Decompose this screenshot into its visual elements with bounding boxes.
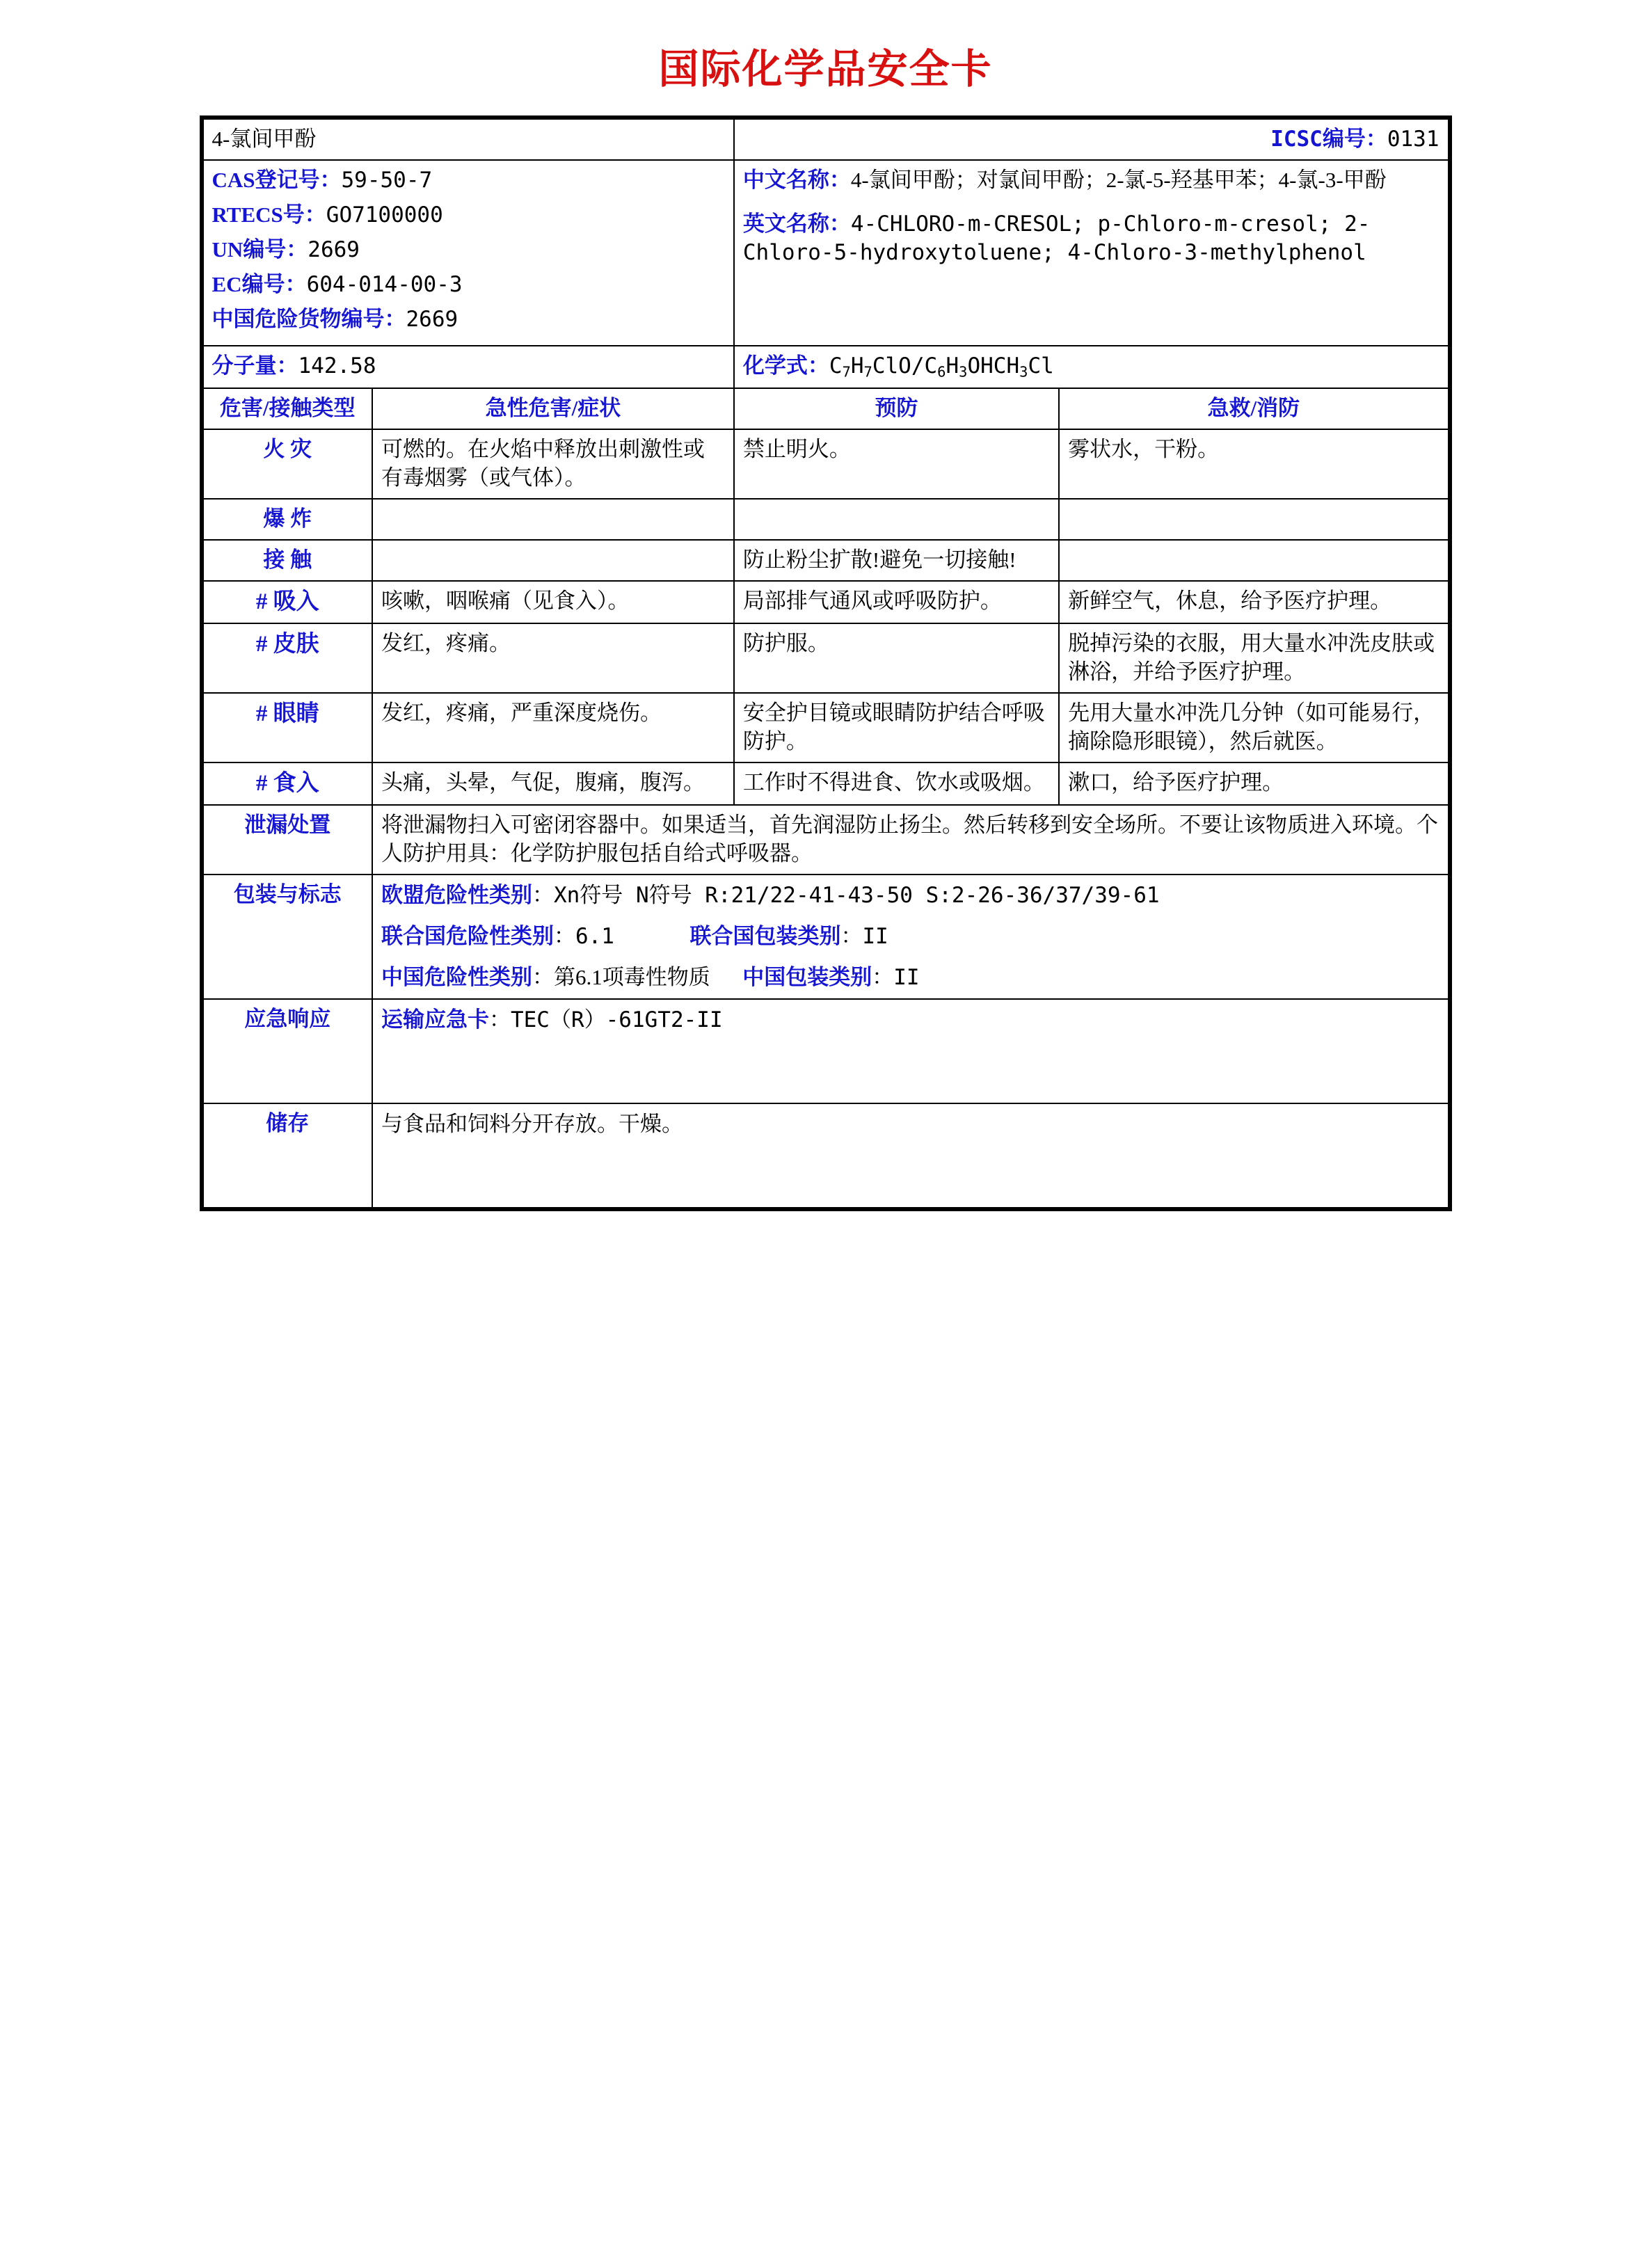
explosion-prevention [734, 499, 1059, 540]
packaging-sep: ： [840, 923, 863, 948]
table-row-emergency [203, 999, 1449, 1104]
col-header-symptoms: 急性危害/症状 [372, 388, 734, 429]
packaging-content [372, 875, 1449, 998]
identifier-label: UN编号： [212, 237, 308, 262]
spillage-text: 将泄漏物扫入可密闭容器中。如果适当，首先润湿防止扬尘。然后转移到安全场所。不要让该物质进入环境。个人防护用具：化学防护服包括自给式呼吸器。 [372, 805, 1449, 875]
names-block [734, 160, 1449, 346]
row-label-packaging: 包装与标志 [203, 875, 372, 998]
row-label-fire: 火 灾 [203, 429, 372, 499]
col-header-firstaid: 急救/消防 [1059, 388, 1448, 429]
fire-prevention: 禁止明火。 [734, 429, 1059, 499]
packaging-eu-value: Xn符号 N符号 R:21/22-41-43-50 S:2-26-36/37/39-61 [553, 883, 1160, 909]
explosion-symptoms [372, 499, 734, 540]
packaging-un [381, 922, 1439, 952]
exposure-symptoms [372, 540, 734, 581]
row-label-exposure: 接 触 [203, 540, 372, 581]
identifier-ec [212, 271, 725, 299]
chemical-formula-value: $C_7H_7ClO/C_6H_3OHCH_3Cl$ [829, 353, 1054, 381]
chemical-formula-label: 化学式： [742, 353, 829, 378]
identifier-label: RTECS号： [212, 202, 326, 227]
chinese-name [743, 166, 1439, 195]
identifier-value: 604-014-00-3 [306, 271, 463, 297]
chinese-name-label: 中文名称： [742, 167, 851, 192]
packaging-sep: ： [532, 964, 554, 989]
packaging-un-pack-label: 联合国包装类别 [689, 923, 841, 948]
eyes-symptoms: 发红，疼痛，严重深度烧伤。 [372, 693, 734, 762]
table-row-explosion [203, 499, 1449, 540]
packaging-cn-label: 中国危险性类别 [381, 964, 532, 989]
skin-prevention: 防护服。 [734, 623, 1059, 693]
col-header-prevention: 预防 [734, 388, 1059, 429]
table-row-fire [203, 429, 1449, 499]
identifier-cn-dangerous-goods [212, 305, 725, 334]
table-row-exposure [203, 540, 1449, 581]
ingestion-firstaid: 漱口，给予医疗护理。 [1059, 762, 1448, 806]
packaging-cn-pack-label: 中国包装类别 [742, 964, 872, 989]
column-header-row [203, 388, 1449, 429]
skin-symptoms: 发红，疼痛。 [372, 623, 734, 693]
identifier-value: GO7100000 [326, 202, 443, 227]
card-header-row [203, 119, 1449, 160]
identifier-value: 2669 [406, 306, 458, 332]
molecular-weight-label: 分子量： [212, 353, 298, 378]
table-row-spillage [203, 805, 1449, 875]
packaging-cn [381, 963, 1439, 993]
packaging-cn-pack-value: II [893, 964, 920, 990]
table-row-packaging [203, 875, 1449, 998]
row-label-inhalation: # 吸入 [203, 581, 372, 624]
packaging-un-label: 联合国危险性类别 [381, 923, 554, 948]
inhalation-firstaid: 新鲜空气，休息，给予医疗护理。 [1059, 581, 1448, 624]
icsc-page [0, 36, 1651, 2268]
packaging-sep: ： [553, 923, 575, 948]
icsc-label: ICSC编号： [1270, 127, 1387, 152]
icsc-table [202, 118, 1449, 1208]
identifier-list [203, 160, 734, 346]
table-row-ingestion [203, 762, 1449, 806]
identifier-row [203, 160, 1449, 346]
identifier-un [212, 236, 725, 264]
molecular-weight-value: 142.58 [298, 353, 376, 379]
row-label-eyes: # 眼睛 [203, 693, 372, 762]
chinese-name-value: 4-氯间甲酚；对氯间甲酚；2-氯-5-羟基甲苯；4-氯-3-甲酚 [850, 167, 1387, 192]
ingestion-prevention: 工作时不得进食、饮水或吸烟。 [734, 762, 1059, 806]
emergency-card-label: 运输应急卡 [381, 1007, 489, 1032]
skin-firstaid: 脱掉污染的衣服，用大量水冲洗皮肤或淋浴，并给予医疗护理。 [1059, 623, 1448, 693]
molecular-row [203, 346, 1449, 388]
emergency-transport-card [381, 1005, 1439, 1035]
packaging-eu-label: 欧盟危险性类别 [381, 883, 532, 908]
row-label-spillage: 泄漏处置 [203, 805, 372, 875]
table-row-inhalation [203, 581, 1449, 624]
inhalation-prevention: 局部排气通风或呼吸防护。 [734, 581, 1059, 624]
col-header-hazard-type: 危害/接触类型 [203, 388, 372, 429]
packaging-eu [381, 881, 1439, 911]
identifier-cas [212, 166, 725, 195]
identifier-label: 中国危险货物编号： [212, 306, 406, 331]
packaging-un-pack-value: II [862, 923, 888, 949]
table-row-eyes [203, 693, 1449, 762]
molecular-weight [203, 346, 734, 388]
explosion-firstaid [1059, 499, 1448, 540]
identifier-value: 59-50-7 [341, 167, 433, 193]
storage-text: 与食品和饲料分开存放。干燥。 [381, 1112, 683, 1137]
chemical-formula [734, 346, 1449, 388]
exposure-prevention: 防止粉尘扩散!避免一切接触! [734, 540, 1059, 581]
inhalation-symptoms: 咳嗽，咽喉痛（见食入）。 [372, 581, 734, 624]
fire-firstaid: 雾状水，干粉。 [1059, 429, 1448, 499]
packaging-cn-value: 第6.1项毒性物质 [553, 964, 710, 989]
row-label-skin: # 皮肤 [203, 623, 372, 693]
ingestion-symptoms: 头痛，头晕，气促，腹痛，腹泻。 [372, 762, 734, 806]
icsc-number-cell [734, 119, 1449, 160]
spacer [743, 282, 1439, 321]
spacer [381, 1035, 1439, 1097]
eyes-firstaid: 先用大量水冲洗几分钟（如可能易行，摘除隐形眼镜），然后就医。 [1059, 693, 1448, 762]
english-name-label: 英文名称： [742, 211, 851, 236]
packaging-sep: ： [872, 964, 894, 989]
table-row-storage [203, 1103, 1449, 1208]
packaging-sep: ： [532, 883, 554, 908]
identifier-value: 2669 [308, 237, 360, 262]
row-label-storage: 储存 [203, 1103, 372, 1208]
identifier-label: CAS登记号： [212, 167, 342, 192]
emergency-card-value: ：TEC（R）-61GT2-II [488, 1007, 723, 1032]
icsc-number: 0131 [1387, 127, 1439, 152]
row-label-ingestion: # 食入 [203, 762, 372, 806]
substance-name: 4-氯间甲酚 [203, 119, 734, 160]
packaging-un-value: 6.1 [575, 923, 614, 949]
identifier-label: EC编号： [212, 271, 307, 296]
page-title: 国际化学品安全卡 [658, 45, 993, 93]
row-label-explosion: 爆 炸 [203, 499, 372, 540]
english-name [743, 210, 1439, 267]
identifier-rtecs [212, 201, 725, 230]
fire-symptoms: 可燃的。在火焰中释放出刺激性或有毒烟雾（或气体）。 [372, 429, 734, 499]
storage-content [372, 1103, 1449, 1208]
spacer [381, 1139, 1439, 1201]
english-name-value: 4-CHLORO-m-CRESOL; p-Chloro-m-cresol; 2-Chloro-5-hydroxytoluene; 4-Chloro-3-methylphenol [742, 211, 1371, 265]
eyes-prevention: 安全护目镜或眼睛防护结合呼吸防护。 [734, 693, 1059, 762]
emergency-content [372, 999, 1449, 1104]
icsc-card [200, 115, 1452, 1211]
exposure-firstaid [1059, 540, 1448, 581]
table-row-skin [203, 623, 1449, 693]
row-label-emergency: 应急响应 [203, 999, 372, 1104]
